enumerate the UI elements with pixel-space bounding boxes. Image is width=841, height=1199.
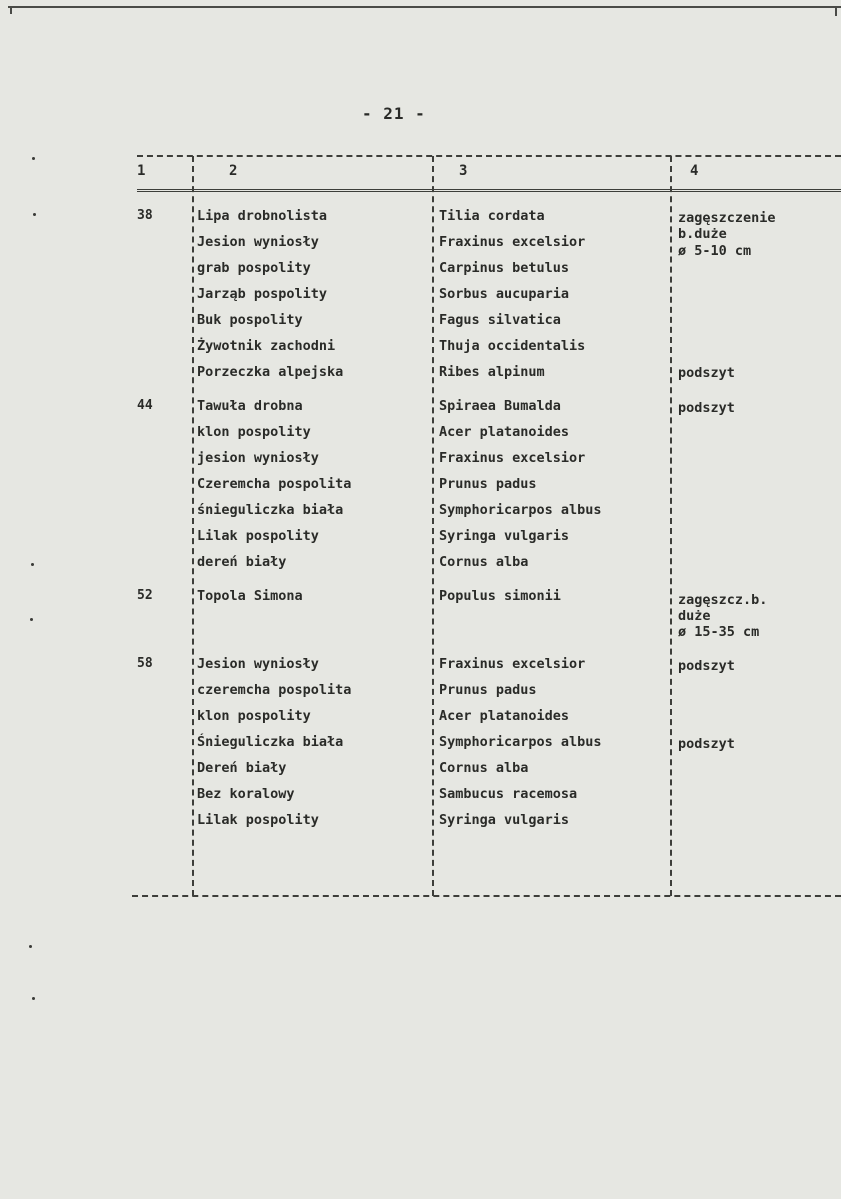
polish-name: grab pospolity: [197, 260, 311, 276]
polish-name: klon pospolity: [197, 708, 311, 724]
polish-name: dereń biały: [197, 554, 287, 570]
polish-name: Tawuła drobna: [197, 398, 303, 414]
polish-name: Bez koralowy: [197, 786, 295, 802]
latin-name: Symphoricarpos albus: [439, 502, 602, 518]
polish-name: Jarząb pospolity: [197, 286, 328, 302]
row-note: podszyt: [678, 736, 735, 752]
latin-name: Ribes alpinum: [439, 364, 545, 380]
row-note: podszyt: [678, 400, 735, 416]
polish-name: Buk pospolity: [197, 312, 303, 328]
group-note-line: b.duże: [678, 226, 727, 242]
latin-name: Fraxinus excelsior: [439, 234, 586, 250]
latin-name: Prunus padus: [439, 476, 537, 492]
latin-name: Syringa vulgaris: [439, 528, 570, 544]
column-divider-3: [670, 156, 672, 896]
group-note-line: zagęszczenie: [678, 210, 776, 226]
latin-name: Sambucus racemosa: [439, 786, 578, 802]
polish-name: jesion wyniosły: [197, 450, 319, 466]
polish-name: Dereń biały: [197, 760, 287, 776]
polish-name: Porzeczka alpejska: [197, 364, 344, 380]
row-note: podszyt: [678, 365, 735, 381]
latin-name: Tilia cordata: [439, 208, 545, 224]
latin-name: Fagus silvatica: [439, 312, 561, 328]
latin-name: Syringa vulgaris: [439, 812, 570, 828]
group-number: 58: [137, 656, 153, 671]
column-divider-1: [192, 156, 194, 896]
header-col-1: 1: [137, 163, 146, 179]
group-number: 52: [137, 588, 153, 603]
polish-name: czeremcha pospolita: [197, 682, 352, 698]
header-col-2: 2: [229, 163, 238, 179]
polish-name: Lilak pospolity: [197, 528, 319, 544]
group-number: 38: [137, 208, 153, 223]
page-number: - 21 -: [362, 104, 426, 123]
latin-name: Fraxinus excelsior: [439, 656, 586, 672]
polish-name: klon pospolity: [197, 424, 311, 440]
table-top-rule: [137, 155, 841, 157]
latin-name: Populus simonii: [439, 588, 561, 604]
polish-name: śnieguliczka biała: [197, 502, 344, 518]
latin-name: Symphoricarpos albus: [439, 734, 602, 750]
group-number: 44: [137, 398, 153, 413]
latin-name: Carpinus betulus: [439, 260, 570, 276]
group-note-line: ø 15-35 cm: [678, 624, 760, 640]
polish-name: Żywotnik zachodni: [197, 338, 336, 354]
group-note-line: ø 5-10 cm: [678, 243, 752, 259]
latin-name: Acer platanoides: [439, 708, 570, 724]
polish-name: Śnieguliczka biała: [197, 734, 344, 750]
column-divider-2: [432, 156, 434, 896]
header-col-3: 3: [459, 163, 468, 179]
row-note: podszyt: [678, 658, 735, 674]
polish-name: Lilak pospolity: [197, 812, 319, 828]
polish-name: Lipa drobnolista: [197, 208, 328, 224]
latin-name: Acer platanoides: [439, 424, 570, 440]
polish-name: Jesion wyniosły: [197, 234, 319, 250]
latin-name: Thuja occidentalis: [439, 338, 586, 354]
polish-name: Czeremcha pospolita: [197, 476, 352, 492]
table-bottom-rule: [132, 895, 841, 897]
latin-name: Fraxinus excelsior: [439, 450, 586, 466]
latin-name: Prunus padus: [439, 682, 537, 698]
latin-name: Cornus alba: [439, 554, 529, 570]
polish-name: Jesion wyniosły: [197, 656, 319, 672]
latin-name: Sorbus aucuparia: [439, 286, 570, 302]
polish-name: Topola Simona: [197, 588, 303, 604]
group-note-line: zagęszcz.b.: [678, 592, 768, 608]
latin-name: Spiraea Bumalda: [439, 398, 561, 414]
group-note-line: duże: [678, 608, 711, 624]
latin-name: Cornus alba: [439, 760, 529, 776]
header-col-4: 4: [690, 163, 699, 179]
header-rule: [137, 189, 841, 192]
